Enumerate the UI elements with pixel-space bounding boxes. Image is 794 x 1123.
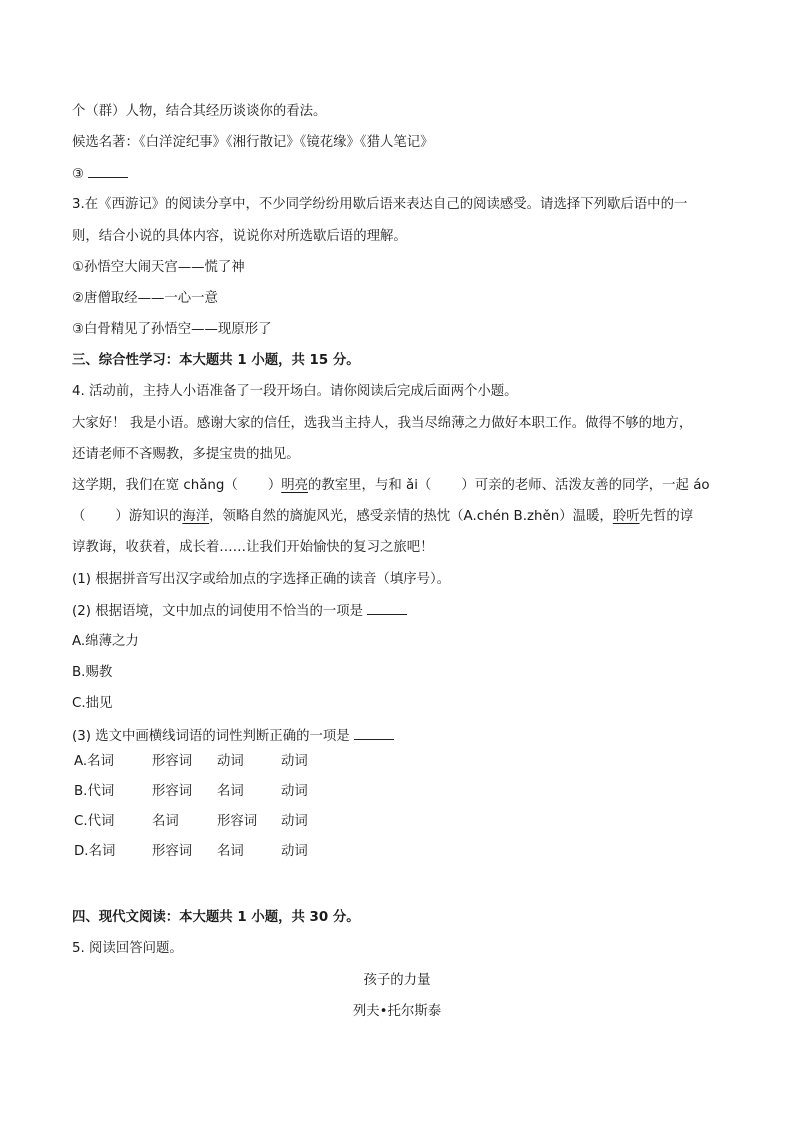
q4-para2-line3: 谆教诲，收获着，成长着……让我们开始愉快的复习之旅吧！ [72, 540, 434, 555]
q3-option1: ①孙悟空大闹天宫——慌了神 [72, 260, 245, 275]
text-segment: 这学期，我们在宽 chǎng（ [72, 478, 238, 493]
q3-option2: ②唐僧取经——一心一意 [72, 291, 218, 306]
q4-para2-line2 [72, 507, 724, 527]
option-cell: 动词 [217, 754, 244, 769]
q3-option3: ③白骨精见了孙悟空——现原形了 [72, 322, 272, 337]
text-segment: ） [267, 478, 282, 493]
answer-blank[interactable] [354, 726, 394, 740]
q5-intro: 5. 阅读回答问题。 [72, 941, 183, 956]
text-segment: 先哲的谆 [639, 509, 694, 524]
option-cell: 动词 [281, 814, 308, 829]
item3-label: ③ [72, 167, 85, 182]
sub2-option-a: A.绵薄之力 [72, 634, 139, 649]
sub3-text: (3) 选文中画横线词语的词性判断正确的一项是 [72, 729, 350, 744]
q4-sub1: (1) 根据拼音写出汉字或给加点的字选择正确的读音（填序号）。 [72, 572, 451, 587]
underlined-word: 聆听 [612, 509, 640, 524]
option-cell: 形容词 [152, 754, 193, 769]
text-segment: ）游知识的 [115, 509, 183, 524]
answer-blank[interactable] [367, 601, 407, 615]
q4-sub2 [72, 601, 724, 622]
candidate-books: 候选名著：《白洋淀纪事》《湘行散记》《镜花缘》《猎人笔记》 [72, 135, 434, 150]
option-cell: C.代词 [74, 814, 115, 829]
sub2-option-c: C.拙见 [72, 696, 113, 711]
passage-author: 列夫•托尔斯泰 [352, 1004, 442, 1019]
option-cell: 形容词 [217, 814, 258, 829]
q3-line2: 则，结合小说的具体内容，说说你对所选歇后语的理解。 [72, 229, 407, 244]
q2-continuation: 个（群）人物，结合其经历谈谈你的看法。 [72, 104, 327, 119]
text-segment: ）可亲的老师、活泼友善的同学，一起 áo [461, 478, 710, 493]
passage-title: 孩子的力量 [363, 973, 431, 988]
answer-blank[interactable] [88, 164, 128, 178]
q4-sub3 [72, 726, 724, 747]
option-cell: 名词 [217, 844, 244, 859]
sub2-text: (2) 根据语境，文中加点的词使用不恰当的一项是 [72, 604, 364, 619]
q2-item3 [72, 164, 724, 185]
q4-para1-line1: 大家好！ 我是小语。感谢大家的信任，选我当主持人，我当尽绵薄之力做好本职工作。做得不够的地方， [72, 416, 693, 431]
option-cell: 动词 [281, 784, 308, 799]
option-cell: 名词 [152, 814, 179, 829]
q4-para2-line1 [72, 476, 724, 496]
underlined-word: 明亮 [281, 478, 308, 493]
option-cell: A.名词 [74, 754, 114, 769]
text-segment: （ [72, 509, 86, 524]
option-cell: D.名词 [74, 844, 116, 859]
option-cell: 动词 [281, 844, 308, 859]
text-segment: 的教室里，与和 ǎi（ [308, 478, 432, 493]
option-cell: 形容词 [152, 844, 193, 859]
section-4-heading: 四、现代文阅读：本大题共 1 小题，共 30 分。 [72, 910, 360, 925]
option-cell: B.代词 [74, 784, 115, 799]
section-3-heading: 三、综合性学习：本大题共 1 小题，共 15 分。 [72, 353, 360, 368]
q4-intro: 4. 活动前，主持人小语准备了一段开场白。请你阅读后完成后面两个小题。 [72, 384, 518, 399]
text-segment: ，领略自然的旖旎风光，感受亲情的热忱（A.chén B.zhěn）温暖， [209, 509, 613, 524]
option-cell: 名词 [217, 784, 244, 799]
underlined-word: 海洋 [182, 509, 210, 524]
sub2-option-b: B.赐教 [72, 665, 113, 680]
q4-para1-line2: 还请老师不吝赐教，多提宝贵的拙见。 [72, 447, 300, 462]
option-cell: 形容词 [152, 784, 193, 799]
option-cell: 动词 [281, 754, 308, 769]
q3-line1: 3.在《西游记》的阅读分享中，不少同学纷纷用歇后语来表达自己的阅读感受。请选择下列歇后语中的一 [72, 197, 688, 212]
